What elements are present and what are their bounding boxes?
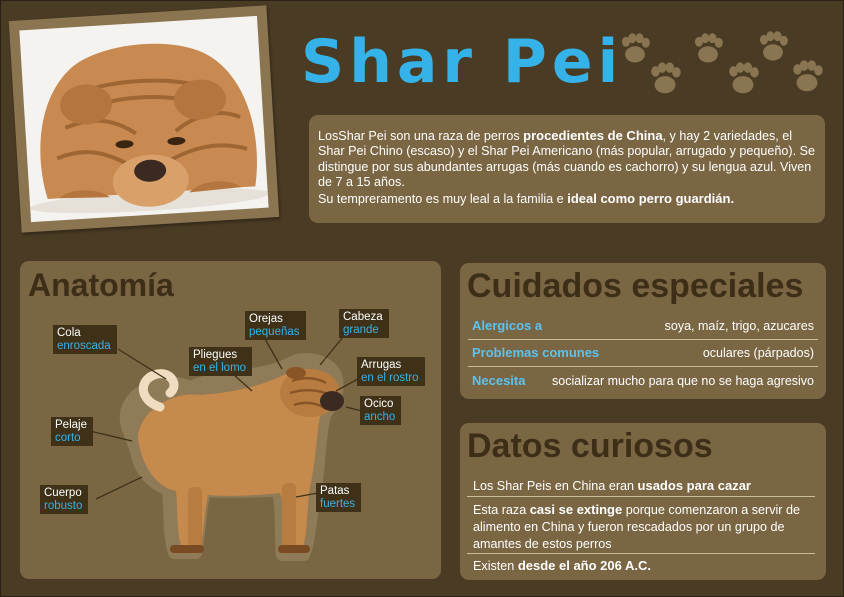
fact-text: porque comenzaron a servir de alimento en China y fueron rescadados por un grupo de amantes de estos perros bbox=[473, 503, 801, 551]
anatomy-heading: Anatomía bbox=[28, 267, 174, 303]
care-key: Alergicos a bbox=[472, 318, 543, 333]
label-desc: robusto bbox=[44, 499, 83, 512]
paw-prints-decoration bbox=[613, 31, 833, 101]
label-cola bbox=[53, 325, 117, 354]
fact-text: Existen bbox=[473, 559, 518, 573]
paw-print-icon bbox=[760, 31, 788, 60]
intro-text: Su tempreramento es muy leal a la familia e bbox=[318, 191, 568, 206]
label-arrugas bbox=[357, 357, 425, 386]
label-name: Cabeza bbox=[343, 311, 383, 323]
intro-bold-text: ideal como perro guardián. bbox=[567, 190, 735, 206]
label-desc: en el lomo bbox=[193, 361, 247, 374]
label-name: Pliegues bbox=[193, 349, 238, 361]
fact-item bbox=[467, 557, 815, 577]
label-desc: enroscada bbox=[57, 339, 111, 352]
label-cuerpo bbox=[40, 485, 88, 514]
facts-panel bbox=[460, 423, 826, 580]
puppy-photo-frame bbox=[9, 5, 279, 232]
fact-bold-text: usados para cazar bbox=[637, 478, 751, 493]
label-name: Cuerpo bbox=[44, 487, 82, 499]
care-panel bbox=[460, 263, 826, 399]
label-cabeza bbox=[339, 309, 389, 338]
label-desc: grande bbox=[343, 323, 379, 336]
fact-item bbox=[467, 475, 815, 497]
fact-text: Los Shar Peis en China eran bbox=[473, 479, 638, 493]
facts-heading: Datos curiosos bbox=[467, 427, 713, 465]
shar-pei-puppy-photo bbox=[19, 16, 268, 222]
intro-text: LosShar Pei son una raza de perros bbox=[318, 129, 524, 143]
label-desc: pequeñas bbox=[249, 325, 300, 338]
care-row bbox=[468, 318, 818, 340]
intro-panel bbox=[309, 115, 825, 223]
label-ocico bbox=[360, 396, 401, 425]
care-value: socializar mucho para que no se haga agresivo bbox=[552, 374, 814, 388]
intro-paragraph bbox=[318, 128, 817, 191]
label-name: Ocico bbox=[364, 398, 394, 410]
paw-print-icon bbox=[793, 60, 822, 91]
paw-print-icon bbox=[651, 62, 680, 93]
paw-print-icon bbox=[622, 33, 650, 62]
care-value: oculares (párpados) bbox=[702, 346, 814, 360]
paw-print-icon bbox=[729, 62, 758, 93]
label-desc: fuertes bbox=[320, 497, 356, 510]
care-row bbox=[468, 373, 818, 393]
fact-item bbox=[467, 501, 815, 554]
intro-bold-text: procedientes de China bbox=[523, 128, 663, 143]
intro-paragraph bbox=[318, 191, 817, 207]
label-name: Orejas bbox=[249, 313, 283, 325]
care-key: Necesita bbox=[472, 373, 526, 388]
label-patas bbox=[316, 483, 361, 512]
label-pliegues bbox=[189, 347, 252, 376]
label-desc: corto bbox=[55, 431, 81, 444]
label-desc: en el rostro bbox=[361, 371, 419, 384]
care-heading: Cuidados especiales bbox=[467, 267, 804, 305]
label-orejas bbox=[245, 311, 306, 340]
anatomy-panel bbox=[20, 261, 441, 579]
fact-bold-text: desde el año 206 A.C. bbox=[517, 558, 651, 573]
label-name: Patas bbox=[320, 485, 350, 497]
puppy-illustration bbox=[19, 16, 268, 222]
label-name: Cola bbox=[57, 327, 81, 339]
intro-text: , y hay 2 variedades, el Shar Pei Chino (escaso) y el Shar Pei Americano (más popular, arrugado y pequeño). Se distingue por sus abundantes arrugas (más cuando es cachorro) y su lengua azul. Viven de 7 a 15 años. bbox=[318, 129, 816, 190]
label-name: Arrugas bbox=[361, 359, 402, 371]
fact-text: Esta raza bbox=[473, 503, 530, 517]
label-desc: ancho bbox=[364, 410, 396, 423]
care-key: Problemas comunes bbox=[472, 345, 600, 360]
page-title: Shar Pei bbox=[301, 27, 624, 97]
label-pelaje bbox=[51, 417, 93, 446]
paw-print-icon bbox=[695, 33, 723, 62]
label-name: Pelaje bbox=[55, 419, 87, 431]
care-value: soya, maíz, trigo, azucares bbox=[664, 319, 814, 333]
care-row bbox=[468, 345, 818, 367]
fact-bold-text: casi se extinge bbox=[529, 502, 623, 517]
